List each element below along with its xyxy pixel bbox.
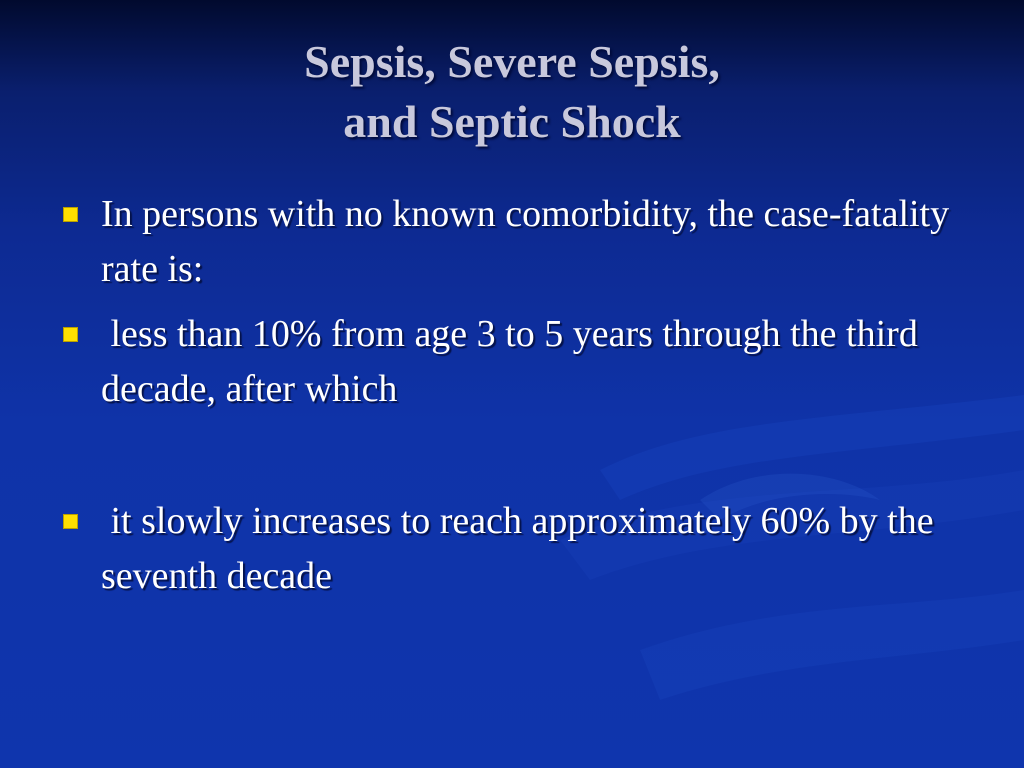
title-line-2: and Septic Shock [343, 96, 681, 147]
bullet-text: In persons with no known comorbidity, the case-fatality rate is: [101, 193, 959, 290]
square-bullet-icon [63, 327, 78, 342]
title-line-1: Sepsis, Severe Sepsis, [304, 36, 720, 87]
square-bullet-icon [63, 514, 78, 529]
bullet-text: it slowly increases to reach approximately 60% by the seventh decade [101, 500, 944, 597]
square-bullet-icon [63, 207, 78, 222]
bullet-text: less than 10% from age 3 to 5 years through the third decade, after which [101, 313, 928, 410]
